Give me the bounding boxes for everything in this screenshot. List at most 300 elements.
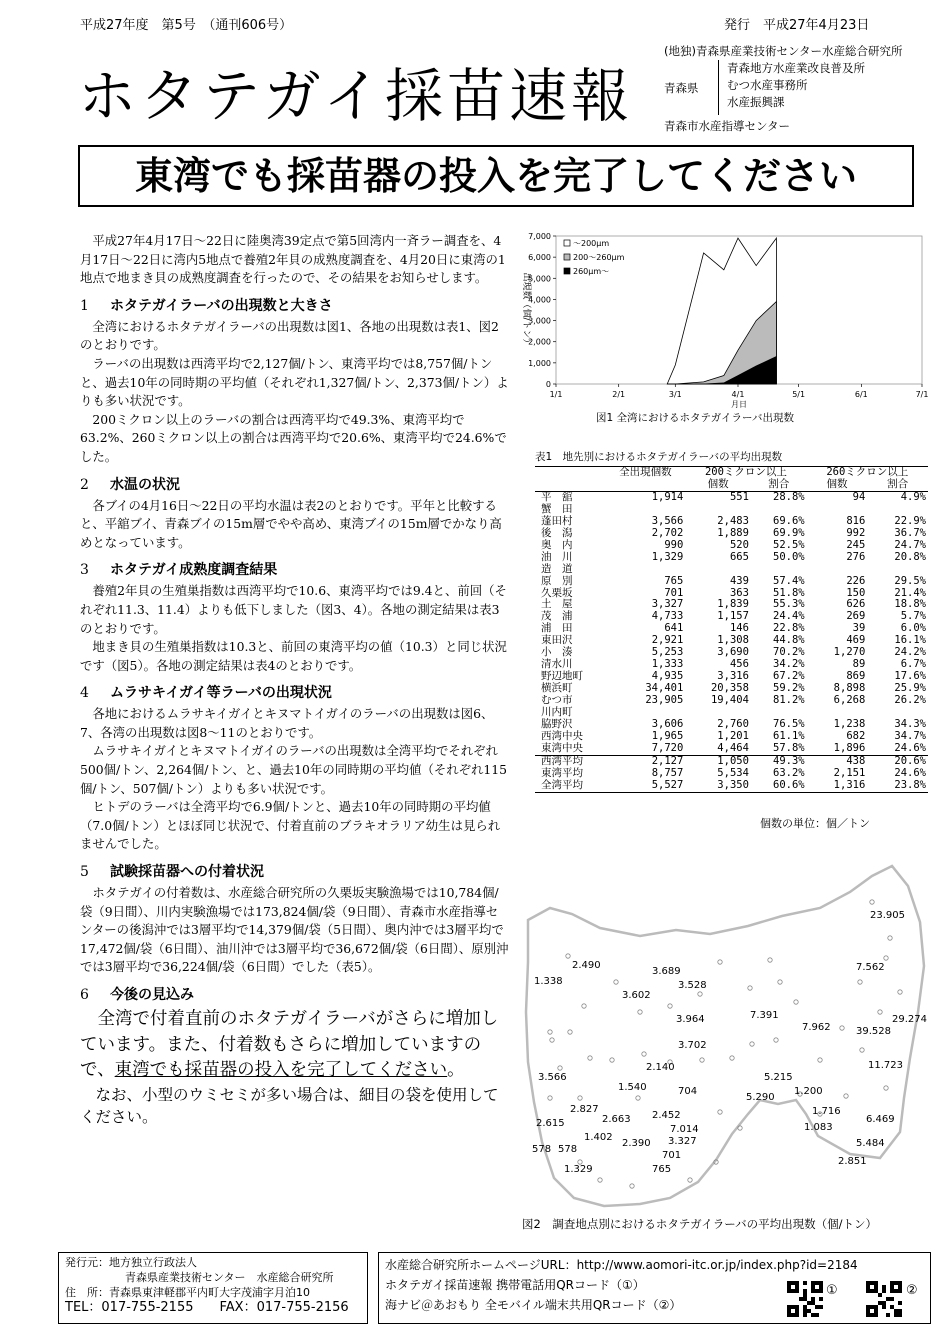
table-cell: 20.6% bbox=[867, 755, 928, 767]
map-station bbox=[566, 954, 570, 958]
table-cell: 1,238 bbox=[833, 718, 866, 731]
table-cell bbox=[867, 564, 928, 576]
map-station bbox=[588, 1056, 592, 1060]
map-station-value: 7.962 bbox=[802, 1022, 831, 1033]
map-station-value: 1.540 bbox=[618, 1082, 647, 1093]
x-tick-label: 3/1 bbox=[668, 390, 682, 399]
x-tick-label: 7/1 bbox=[915, 390, 929, 399]
x-axis-label: 月日 bbox=[731, 400, 747, 408]
legend-label: ～200μm bbox=[573, 239, 610, 248]
table-cell: 520 bbox=[729, 538, 749, 551]
table bbox=[535, 466, 928, 793]
x-tick-label: 1/1 bbox=[549, 390, 563, 399]
map-station-value: 11.723 bbox=[868, 1060, 903, 1071]
map-station bbox=[718, 960, 722, 964]
legend-swatch bbox=[564, 268, 570, 274]
map-station-value: 39.528 bbox=[856, 1026, 891, 1037]
legend-label: 260μm～ bbox=[573, 267, 610, 276]
table-cell: 150 bbox=[846, 586, 866, 599]
table-row bbox=[535, 695, 928, 707]
paragraph: ラーバの出現数は西湾平均で2,127個/トン、東湾平均では8,757個/トンと、過去10年の同時期の平均値（それぞれ1,327個/トン、2,373個/トン）よりも多い状況です。 bbox=[80, 355, 509, 409]
map-station bbox=[548, 1030, 552, 1034]
table-cell: 23,905 bbox=[645, 694, 684, 707]
table-cell: 19,404 bbox=[710, 694, 749, 707]
table-cell: 29.5% bbox=[894, 574, 926, 587]
table-cell: 4.9% bbox=[900, 490, 926, 503]
paragraph: 全湾におけるホタテガイラーバの出現数は図1、各地の出現数は表1、図2のとおりです。 bbox=[80, 318, 499, 353]
table-cell: 665 bbox=[729, 550, 749, 563]
map-station-value: 2.615 bbox=[536, 1118, 565, 1129]
row-label: 平 舘 bbox=[541, 490, 573, 503]
row-label: 清水川 bbox=[541, 658, 573, 671]
qr-caption-1: ホタテガイ採苗速報 携帯電話用QRコード（①） bbox=[385, 1278, 645, 1292]
row-label: 脇野沢 bbox=[541, 718, 573, 731]
intro-paragraph: 平成27年4月17日～22日に陸奥湾39定点で第5回湾内一斉ラー調査を、4月17日～22日に湾内5地点で養殖2年貝の成熟度調査を、4月20日に東湾の1地点で地まき貝の成熟度調査を行ったので、その結果をお知らせします。 bbox=[80, 233, 506, 286]
table-cell: 245 bbox=[846, 538, 866, 551]
table-cell: 1,914 bbox=[651, 490, 684, 503]
map-station-value: 2.452 bbox=[652, 1110, 681, 1121]
table-cell: 6,268 bbox=[833, 694, 866, 707]
table-cell: 363 bbox=[729, 586, 749, 599]
map-station bbox=[884, 956, 888, 960]
map-station bbox=[642, 1052, 646, 1056]
table-cell: 1,965 bbox=[651, 729, 684, 742]
map-station bbox=[614, 980, 618, 984]
section-heading-3: 3 ホタテガイ成熟度調査結果 bbox=[80, 562, 278, 579]
homepage-url[interactable]: 水産総合研究所ホームページURL：http://www.aomori-itc.or.jp/index.php?id=2184 bbox=[385, 1258, 858, 1272]
chart-caption: 図1 全湾におけるホタテガイラーバ出現数 bbox=[596, 412, 794, 424]
map-station-value: 704 bbox=[678, 1086, 698, 1097]
table-header-200: 200ミクロン以上 bbox=[685, 467, 806, 479]
map-station bbox=[698, 992, 702, 996]
table-cell: 61.1% bbox=[773, 729, 805, 742]
map-station bbox=[638, 1010, 642, 1014]
map-station bbox=[688, 1178, 692, 1182]
table-cell: 1,889 bbox=[717, 526, 749, 539]
table-cell: 26.2% bbox=[894, 694, 926, 707]
row-label: 油 川 bbox=[541, 550, 573, 563]
section-heading-1: 1 ホタテガイラーバの出現数と大きさ bbox=[80, 297, 333, 314]
row-label: 蟹 田 bbox=[541, 502, 573, 515]
table-cell: 1,308 bbox=[717, 634, 749, 647]
article-body bbox=[80, 230, 510, 1128]
publisher-name: 青森県産業技術センター 水産総合研究所 bbox=[125, 1271, 334, 1284]
map-station-value: 2.390 bbox=[622, 1138, 651, 1149]
table-cell: 52.5% bbox=[773, 538, 805, 551]
row-label: 奥 内 bbox=[541, 538, 573, 551]
map-station bbox=[768, 958, 772, 962]
row-label: 茂 浦 bbox=[541, 610, 573, 623]
map-station-value: 29.274 bbox=[892, 1014, 927, 1025]
table-cell: 34.2% bbox=[773, 658, 805, 671]
map-station-value: 2.663 bbox=[602, 1114, 631, 1125]
table-row bbox=[535, 576, 928, 588]
table-cell: 44.8% bbox=[773, 634, 805, 647]
row-label: 野辺地町 bbox=[541, 670, 583, 683]
larva-table bbox=[535, 449, 928, 793]
y-tick-label: 4,000 bbox=[528, 295, 551, 305]
table-cell: 22.8% bbox=[773, 622, 805, 635]
table-cell: 25.9% bbox=[894, 682, 926, 695]
headline-banner: 東湾でも採苗器の投入を完了してください bbox=[78, 145, 914, 207]
table-cell: 63.2% bbox=[773, 766, 805, 779]
table-cell: 7,720 bbox=[651, 741, 684, 754]
table-cell: 3,690 bbox=[717, 646, 749, 659]
map-station-value: 578 bbox=[558, 1144, 578, 1155]
table-cell: 60.6% bbox=[751, 780, 807, 792]
table-cell: 22.9% bbox=[894, 514, 926, 527]
y-tick-label: 1,000 bbox=[528, 358, 551, 368]
larva-chart bbox=[512, 226, 932, 408]
org-item: むつ水産事務所 bbox=[727, 78, 808, 92]
map-station-value: 3.602 bbox=[622, 990, 651, 1001]
map-station bbox=[550, 1038, 554, 1042]
map-station-value: 1.200 bbox=[794, 1086, 823, 1097]
map-station-value: 2.851 bbox=[838, 1156, 867, 1167]
table-row bbox=[535, 491, 928, 503]
y-tick-label: 6,000 bbox=[528, 253, 551, 263]
table-cell: 5.7% bbox=[900, 610, 926, 623]
table-cell: 816 bbox=[846, 514, 866, 527]
map-station bbox=[844, 1094, 848, 1098]
map-station-value: 7.391 bbox=[750, 1010, 779, 1021]
row-label: 東湾平均 bbox=[541, 766, 583, 779]
map-station bbox=[730, 1056, 734, 1060]
map-station bbox=[794, 1000, 798, 1004]
table-cell: 17.6% bbox=[894, 670, 926, 683]
y-tick-label: 5,000 bbox=[528, 274, 551, 284]
map-station-value: 1.338 bbox=[534, 976, 563, 987]
legend-swatch bbox=[564, 240, 570, 246]
table-cell: 869 bbox=[846, 670, 866, 683]
table-cell: 39 bbox=[852, 622, 866, 635]
table-cell: 4,935 bbox=[651, 670, 684, 683]
y-tick-label: 2,000 bbox=[528, 337, 551, 347]
map-station-value: 5.484 bbox=[856, 1138, 885, 1149]
table-cell: 16.1% bbox=[894, 634, 926, 647]
row-label: 造 道 bbox=[541, 562, 573, 575]
org-list bbox=[718, 60, 865, 115]
row-label: 蓬田村 bbox=[541, 514, 573, 527]
paragraph: 各地におけるムラサキイガイとキヌマトイガイのラーバの出現数は図6、7、各湾の出現数は図8～11のとおりです。 bbox=[80, 706, 494, 740]
table-cell: 23.8% bbox=[867, 780, 928, 792]
map-station-value: 2.490 bbox=[572, 960, 601, 971]
row-label: 小 湊 bbox=[541, 646, 573, 659]
table-cell: 3,566 bbox=[651, 514, 684, 527]
table-cell: 57.8% bbox=[773, 741, 805, 754]
table-cell: 276 bbox=[846, 550, 866, 563]
table-header-count: 個数 bbox=[807, 479, 868, 491]
table-cell: 1,839 bbox=[717, 598, 749, 611]
table-cell: 439 bbox=[729, 574, 749, 587]
x-tick-label: 6/1 bbox=[854, 390, 868, 399]
qr-code-2[interactable] bbox=[866, 1281, 902, 1317]
map-station-value: 5.290 bbox=[746, 1092, 775, 1103]
map-station bbox=[888, 936, 892, 940]
table-cell: 2,151 bbox=[833, 766, 866, 779]
qr-mark-2: ② bbox=[906, 1283, 918, 1298]
table-cell: 67.2% bbox=[773, 670, 805, 683]
table-cell: 1,157 bbox=[717, 610, 749, 623]
table-cell: 2,483 bbox=[717, 514, 749, 527]
map-station-value: 578 bbox=[532, 1144, 552, 1155]
map-station-value: 3.689 bbox=[652, 966, 681, 977]
publisher-line: 発行元：地方独立行政法人 bbox=[65, 1256, 197, 1269]
table-cell: 146 bbox=[729, 622, 749, 635]
legend-label: 200～260μm bbox=[573, 253, 625, 262]
table-row bbox=[535, 528, 928, 540]
table-cell: 34,401 bbox=[645, 682, 684, 695]
table-cell bbox=[751, 564, 807, 576]
qr-caption-2: 海ナビ＠あおもり 全モバイル端末共用QRコード（②） bbox=[385, 1298, 682, 1312]
section-heading-6: 6 今後の見込み bbox=[80, 987, 194, 1003]
table-cell: 5,534 bbox=[717, 766, 749, 779]
paragraph: ムラサキイガイとキヌマトイガイのラーバの出現数は全湾平均でそれぞれ500個/トン、2,264個/トン、と、過去10年の同時期の平均値（それぞれ115個/トン、507個/トン）よりも多い状況です。 bbox=[80, 743, 508, 796]
map-station bbox=[738, 1126, 742, 1130]
map-station bbox=[568, 1030, 572, 1034]
map-station bbox=[778, 980, 782, 984]
map-station-value: 6.469 bbox=[866, 1114, 895, 1125]
section-heading-4: 4 ムラサキイガイ等ラーバの出現状況 bbox=[80, 685, 332, 702]
table-cell: 21.4% bbox=[894, 586, 926, 599]
table-cell: 2,760 bbox=[717, 718, 749, 731]
table-cell: 3,350 bbox=[685, 780, 751, 792]
map-station-value: 3.327 bbox=[668, 1136, 697, 1147]
table-cell: 8,757 bbox=[651, 766, 684, 779]
footer-links bbox=[378, 1252, 931, 1324]
table-header-total: 全出現個数 bbox=[606, 467, 686, 479]
section-heading-5: 5 試験採苗器への付着状況 bbox=[80, 864, 264, 881]
table-cell: 551 bbox=[729, 490, 749, 503]
table-cell: 6.0% bbox=[900, 622, 926, 635]
row-label: むつ市 bbox=[541, 694, 573, 707]
map-station bbox=[818, 1058, 822, 1062]
table-cell bbox=[606, 564, 686, 576]
row-label: 東田沢 bbox=[541, 634, 573, 647]
row-label: 浦 田 bbox=[541, 622, 573, 635]
map-station bbox=[578, 1096, 582, 1100]
org-main: (地独)青森県産業技術センター水産総合研究所 bbox=[664, 44, 903, 58]
map-station bbox=[548, 1096, 552, 1100]
table-cell: 2,702 bbox=[651, 526, 684, 539]
table-cell: 5,527 bbox=[606, 780, 686, 792]
table-header-count: 個数 bbox=[685, 479, 751, 491]
table-cell bbox=[807, 564, 868, 576]
publisher-address: 住 所：青森県東津軽郡平内町大字茂浦字月泊10 bbox=[65, 1286, 310, 1299]
map-station bbox=[884, 1086, 888, 1090]
table-row bbox=[535, 780, 928, 792]
table-row bbox=[535, 743, 928, 755]
map-station bbox=[610, 1058, 614, 1062]
map-station-value: 701 bbox=[662, 1150, 682, 1161]
table-cell: 1,270 bbox=[833, 646, 866, 659]
table-row bbox=[535, 755, 928, 767]
row-label: 東湾中央 bbox=[541, 741, 583, 754]
table-cell: 2,127 bbox=[606, 755, 686, 767]
issue-number: 平成27年度 第5号 （通刊606号） bbox=[80, 18, 293, 33]
map-station-value: 2.827 bbox=[570, 1104, 599, 1115]
map-station bbox=[668, 1004, 672, 1008]
y-tick-label: 7,000 bbox=[528, 232, 551, 241]
footer-publisher bbox=[58, 1252, 368, 1324]
table-row bbox=[535, 768, 928, 780]
table-cell: 57.4% bbox=[773, 574, 805, 587]
map-station-value: 2.140 bbox=[646, 1062, 675, 1073]
table-cell: 4,464 bbox=[717, 741, 749, 754]
table-cell: 28.8% bbox=[773, 490, 805, 503]
map-station bbox=[858, 980, 862, 984]
table-cell: 1,333 bbox=[651, 658, 684, 671]
map-station-value: 1.083 bbox=[804, 1122, 833, 1133]
map-station bbox=[748, 986, 752, 990]
table-cell: 34.3% bbox=[894, 718, 926, 731]
paragraph: 養殖2年貝の生殖巣指数は西湾平均で10.6、東湾平均では9.4と、前回（それぞれ11.3、11.4）よりも低下しました（図3、4）。各地の測定結果は表3のとおりです。 bbox=[80, 583, 507, 636]
table-cell: 269 bbox=[846, 610, 866, 623]
table-cell: 24.7% bbox=[894, 538, 926, 551]
table-cell: 701 bbox=[664, 586, 684, 599]
table-cell: 55.3% bbox=[773, 598, 805, 611]
map-station bbox=[870, 900, 874, 904]
table-cell: 20,358 bbox=[710, 682, 749, 695]
map-station bbox=[630, 1184, 634, 1188]
org-city: 青森市水産指導センター bbox=[664, 119, 791, 133]
paragraph: 200ミクロン以上のラーバの割合は西湾平均で49.3%、東湾平均で63.2%、260ミクロン以上の割合は西湾平均で20.6%、東湾平均で24.6%でした。 bbox=[80, 411, 507, 464]
table-cell: 1,896 bbox=[833, 741, 866, 754]
issue-date: 発行 平成27年4月23日 bbox=[724, 18, 870, 33]
map-station bbox=[840, 1026, 844, 1030]
map-station bbox=[774, 1038, 778, 1042]
map-station-value: 5.215 bbox=[764, 1072, 793, 1083]
table-cell: 1,050 bbox=[685, 755, 751, 767]
map-station-value: 1.716 bbox=[812, 1106, 841, 1117]
table-cell: 626 bbox=[846, 598, 866, 611]
table-cell: 81.2% bbox=[773, 694, 805, 707]
table-cell: 24.6% bbox=[894, 766, 926, 779]
y-axis-label: 出現数（個/トン） bbox=[521, 272, 531, 348]
map-station bbox=[860, 1048, 864, 1052]
map-station-value: 23.905 bbox=[870, 910, 905, 921]
qr-code-1[interactable] bbox=[787, 1281, 823, 1317]
paragraph: ホタテガイの付着数は、水産総合研究所の久栗坂実験漁場では10,784個/袋（9日間）、川内実験漁場では173,824個/袋（9日間）、青森市水産指導センターの後潟沖では3層平均で14,379個/袋（5日間）、奥内沖では3層平均で17,472個/袋（6日間）、油川沖では3層平均で36,672個/袋（6日間）、原別沖では3層平均で36,224個/袋（6日間）でした（表5）。 bbox=[80, 885, 509, 975]
table-cell: 24.6% bbox=[894, 741, 926, 754]
table-cell: 34.7% bbox=[894, 729, 926, 742]
map-station bbox=[582, 1004, 586, 1008]
table-cell: 6.7% bbox=[900, 658, 926, 671]
table-cell: 5,253 bbox=[651, 646, 684, 659]
table-cell: 36.7% bbox=[894, 526, 926, 539]
map-station-value: 3.964 bbox=[676, 1014, 705, 1025]
table-header-ratio: 割合 bbox=[751, 479, 807, 491]
table-cell: 8,898 bbox=[833, 682, 866, 695]
x-tick-label: 5/1 bbox=[792, 390, 806, 399]
table-header-260: 260ミクロン以上 bbox=[807, 467, 928, 479]
map-station bbox=[750, 1042, 754, 1046]
row-label: 全湾平均 bbox=[535, 780, 606, 792]
bay-map bbox=[520, 862, 930, 1212]
outlook-emphasis: 東湾でも採苗器の投入を完了してください bbox=[114, 1060, 448, 1080]
table-row bbox=[535, 516, 928, 528]
table-cell: 24.4% bbox=[773, 610, 805, 623]
row-label: 後 潟 bbox=[541, 526, 573, 539]
section-heading-2: 2 水温の状況 bbox=[80, 476, 180, 493]
table-cell: 641 bbox=[664, 622, 684, 635]
table-cell: 94 bbox=[852, 490, 866, 503]
row-label: 西湾平均 bbox=[535, 755, 606, 767]
y-tick-label: 3,000 bbox=[528, 316, 551, 326]
legend-swatch bbox=[564, 254, 570, 260]
map-station-value: 765 bbox=[652, 1164, 672, 1175]
map-caption: 図2 調査地点別におけるホタテガイラーバの平均出現数（個/トン） bbox=[522, 1217, 878, 1231]
outlook-note: なお、小型のウミセミが多い場合は、細目の袋を使用してください。 bbox=[80, 1085, 499, 1126]
table-cell: 992 bbox=[846, 526, 866, 539]
table-cell: 51.8% bbox=[773, 586, 805, 599]
table-cell: 990 bbox=[664, 538, 684, 551]
table-cell: 469 bbox=[846, 634, 866, 647]
map-station-value: 3.702 bbox=[678, 1040, 707, 1051]
x-tick-label: 4/1 bbox=[731, 390, 745, 399]
table-row bbox=[535, 540, 928, 552]
table-unit: 個数の単位：個／トン bbox=[760, 817, 870, 830]
table-cell: 76.5% bbox=[773, 718, 805, 731]
table-cell: 4,733 bbox=[651, 610, 684, 623]
table-cell: 89 bbox=[852, 658, 866, 671]
x-tick-label: 2/1 bbox=[612, 390, 626, 399]
paragraph: 地まき貝の生殖巣指数は10.3と、前回の東湾平均の値（10.3）と同じ状況です（図5）。各地の測定結果は表4のとおりです。 bbox=[80, 639, 507, 673]
map-station bbox=[636, 1096, 640, 1100]
table-cell bbox=[685, 564, 751, 576]
map-station bbox=[898, 990, 902, 994]
paragraph: 各ブイの4月16日～22日の平均水温は表2のとおりです。平年と比較すると、平舘ブイ、青森ブイの15m層でやや高め、東湾ブイの15m層でかなり高めとなっています。 bbox=[80, 497, 502, 550]
table-cell: 2,921 bbox=[651, 634, 684, 647]
row-label: 横浜町 bbox=[541, 682, 573, 695]
table-cell: 69.6% bbox=[773, 514, 805, 527]
map-station bbox=[598, 1178, 602, 1182]
map-station-value: 7.562 bbox=[856, 962, 885, 973]
table-cell: 682 bbox=[846, 729, 866, 742]
row-label: 原 別 bbox=[541, 574, 573, 587]
org-item: 水産振興課 bbox=[727, 95, 785, 109]
table-cell: 49.3% bbox=[751, 755, 807, 767]
org-item: 青森地方水産業改良普及所 bbox=[727, 61, 865, 75]
qr-mark-1: ① bbox=[826, 1283, 838, 1298]
outlook-paragraph: 全湾で付着直前のホタテガイラーバがさらに増加しています。また、付着数もさらに増加していますので、東湾でも採苗器の投入を完了してください。 bbox=[80, 1009, 499, 1080]
row-label: 川内町 bbox=[541, 706, 573, 719]
row-label: 西湾中央 bbox=[541, 729, 583, 742]
table-cell: 1,329 bbox=[651, 550, 684, 563]
map-station bbox=[558, 1066, 562, 1070]
table-cell: 59.2% bbox=[773, 682, 805, 695]
map-station bbox=[700, 1058, 704, 1062]
table-row bbox=[535, 564, 928, 576]
map-station bbox=[878, 1010, 882, 1014]
table-cell: 3,606 bbox=[651, 718, 684, 731]
table-header-blank bbox=[535, 467, 606, 479]
map-station-value: 7.014 bbox=[670, 1124, 699, 1135]
table-cell: 18.8% bbox=[894, 598, 926, 611]
publisher-phone: TEL：017-755-2155 FAX：017-755-2156 bbox=[65, 1300, 349, 1315]
table-caption: 表1 地先別におけるホタテガイラーバの平均出現数 bbox=[535, 451, 783, 463]
table-cell: 1,201 bbox=[717, 729, 749, 742]
table-cell: 24.2% bbox=[894, 646, 926, 659]
map-station bbox=[718, 1110, 722, 1114]
row-label: 土 屋 bbox=[541, 598, 573, 611]
table-cell: 3,316 bbox=[717, 670, 749, 683]
table-header-ratio: 割合 bbox=[867, 479, 928, 491]
map-station-value: 1.402 bbox=[584, 1132, 613, 1143]
table-cell: 456 bbox=[729, 658, 749, 671]
map-station-value: 3.528 bbox=[678, 980, 707, 991]
page-title: ホタテガイ採苗速報 bbox=[78, 62, 634, 130]
